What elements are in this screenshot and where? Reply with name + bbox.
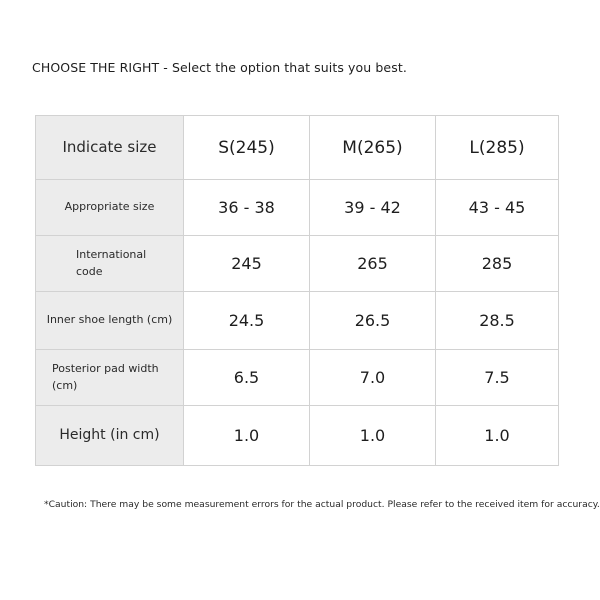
table-cell: 265 bbox=[310, 236, 436, 292]
label-line: code bbox=[76, 264, 103, 278]
row-label-posterior-pad-width bbox=[36, 350, 184, 406]
table-header-row bbox=[36, 116, 559, 180]
row-label-inner-shoe-length: Inner shoe length (cm) bbox=[36, 292, 184, 350]
header-label-cell: Indicate size bbox=[36, 116, 184, 180]
table-cell: 7.0 bbox=[310, 350, 436, 406]
row-label-height: Height (in cm) bbox=[36, 406, 184, 466]
table-cell: 24.5 bbox=[184, 292, 310, 350]
table-cell: 28.5 bbox=[436, 292, 559, 350]
row-label-international-code bbox=[36, 236, 184, 292]
table-row bbox=[36, 350, 559, 406]
table-row bbox=[36, 180, 559, 236]
table-row bbox=[36, 406, 559, 466]
table-cell: 285 bbox=[436, 236, 559, 292]
table-cell: 36 - 38 bbox=[184, 180, 310, 236]
table-row bbox=[36, 236, 559, 292]
table-cell: 245 bbox=[184, 236, 310, 292]
size-chart-table bbox=[35, 115, 559, 466]
table-cell: 7.5 bbox=[436, 350, 559, 406]
row-label-appropriate-size: Appropriate size bbox=[36, 180, 184, 236]
size-m-header: M(265) bbox=[310, 116, 436, 180]
label-line: International bbox=[76, 248, 147, 261]
table-row bbox=[36, 292, 559, 350]
table-cell: 6.5 bbox=[184, 350, 310, 406]
table-cell: 1.0 bbox=[184, 406, 310, 466]
table-cell: 26.5 bbox=[310, 292, 436, 350]
table-cell: 39 - 42 bbox=[310, 180, 436, 236]
label-line: (cm) bbox=[52, 378, 78, 392]
size-l-header: L(285) bbox=[436, 116, 559, 180]
table-cell: 1.0 bbox=[436, 406, 559, 466]
caution-note: *Caution: There may be some measurement errors for the actual product. Please refer to the received item for accuracy. bbox=[44, 499, 600, 510]
table-cell: 1.0 bbox=[310, 406, 436, 466]
size-s-header: S(245) bbox=[184, 116, 310, 180]
page-heading: CHOOSE THE RIGHT - Select the option that suits you best. bbox=[32, 60, 407, 75]
table-cell: 43 - 45 bbox=[436, 180, 559, 236]
label-line: Posterior pad width bbox=[52, 362, 159, 375]
